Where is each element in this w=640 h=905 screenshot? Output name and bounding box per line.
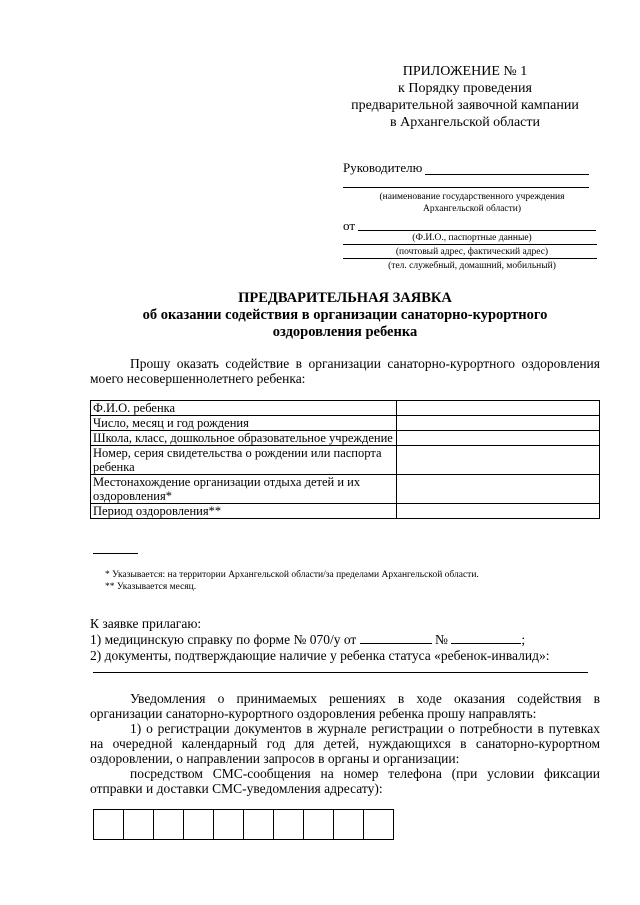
org-note-line: Архангельской области): [422, 204, 522, 214]
row-value[interactable]: [397, 416, 600, 431]
footnote-1: * Указывается: на территории Архангельской области/за пределами Архангельской области.: [105, 570, 479, 580]
phone-line[interactable]: [343, 258, 597, 259]
phone-digit-cell[interactable]: [363, 809, 394, 840]
phone-digit-cell[interactable]: [243, 809, 274, 840]
phone-digit-cell[interactable]: [333, 809, 364, 840]
notifications-intro: Уведомления о принимаемых решениях в ходе оказания содействия в организации санаторно-курортного оздоровления ребенка прошу направлять:: [90, 691, 600, 721]
row-label: Период оздоровления**: [91, 504, 397, 519]
fio-note: (Ф.И.О., паспортные данные): [412, 233, 532, 243]
row-value[interactable]: [397, 504, 600, 519]
table-row: [91, 504, 600, 519]
appendix-line: в Архангельской области: [390, 115, 540, 130]
phone-digit-cell[interactable]: [153, 809, 184, 840]
appendix-title: ПРИЛОЖЕНИЕ № 1: [402, 64, 528, 79]
row-value[interactable]: [397, 475, 600, 504]
table-row: [91, 431, 600, 446]
row-value[interactable]: [397, 401, 600, 416]
footnote-2: ** Указывается месяц.: [105, 582, 197, 592]
phone-digit-cell[interactable]: [123, 809, 154, 840]
to-line[interactable]: [425, 174, 589, 175]
table-row: [91, 416, 600, 431]
org-note-line: (наименование государственного учреждения: [379, 192, 565, 202]
request-text: Прошу оказать содействие в организации санаторно-курортного оздоровления моего несовершеннолетнего ребенка:: [90, 356, 600, 386]
appendix-line: предварительной заявочной кампании: [351, 98, 579, 113]
table-row: [91, 475, 600, 504]
org-note: [343, 191, 601, 215]
attachment-1-end: ;: [521, 632, 526, 647]
number-sign: №: [435, 632, 448, 647]
attachments-heading: К заявке прилагаю:: [90, 616, 202, 631]
org-line[interactable]: [343, 187, 589, 188]
phone-digit-cell[interactable]: [93, 809, 124, 840]
phone-digit-cell[interactable]: [303, 809, 334, 840]
title-line: об оказании содействия в организации санаторно-курортного: [142, 307, 548, 323]
row-label: Школа, класс, дошкольное образовательное учреждение: [91, 431, 397, 446]
footnote-separator: [93, 553, 138, 554]
phone-digit-cell[interactable]: [273, 809, 304, 840]
row-value[interactable]: [397, 446, 600, 475]
child-info-table: [90, 400, 600, 519]
date-blank[interactable]: [360, 632, 432, 644]
phone-digit-cell[interactable]: [183, 809, 214, 840]
document-title: [90, 290, 600, 341]
table-row: [91, 401, 600, 416]
appendix-line: к Порядку проведения: [398, 81, 532, 96]
row-label: Число, месяц и год рождения: [91, 416, 397, 431]
sms-notification: посредством СМС-сообщения на номер телефона (при условии фиксации отправки и доставки СМС-уведомления адресату):: [90, 766, 600, 796]
number-blank[interactable]: [451, 632, 521, 644]
attachment-item-1: [90, 632, 600, 647]
address-note: (почтовый адрес, фактический адрес): [395, 247, 549, 257]
attachment-item-2: 2) документы, подтверждающие наличие у ребенка статуса «ребенок-инвалид»:: [90, 648, 550, 663]
from-label: от: [343, 218, 356, 233]
table-row: [91, 446, 600, 475]
attachment-1-text: 1) медицинскую справку по форме № 070/у от: [90, 632, 357, 647]
attachment-2-line[interactable]: [93, 672, 588, 673]
row-value[interactable]: [397, 431, 600, 446]
to-label: Руководителю: [343, 160, 423, 175]
appendix-header: [340, 63, 590, 131]
row-label: Ф.И.О. ребенка: [91, 401, 397, 416]
notification-item-1: 1) о регистрации документов в журнале регистрации о потребности в путевках на очередной календарный год для детей, нуждающихся в санаторно-курортном оздоровлении, о направлении запросов в органы и организации:: [90, 721, 600, 766]
addressee-to: [343, 160, 601, 176]
row-label: Номер, серия свидетельства о рождении или паспорта ребенка: [91, 446, 397, 475]
phone-digit-cell[interactable]: [213, 809, 244, 840]
title-line: ПРЕДВАРИТЕЛЬНАЯ ЗАЯВКА: [238, 290, 452, 306]
address-line[interactable]: [343, 244, 597, 245]
title-line: оздоровления ребенка: [272, 324, 418, 340]
fio-line[interactable]: [358, 230, 596, 231]
phone-note: (тел. служебный, домашний, мобильный): [388, 261, 556, 271]
row-label: Местонахождение организации отдыха детей и их оздоровления*: [91, 475, 397, 504]
phone-number-grid: [93, 809, 394, 840]
